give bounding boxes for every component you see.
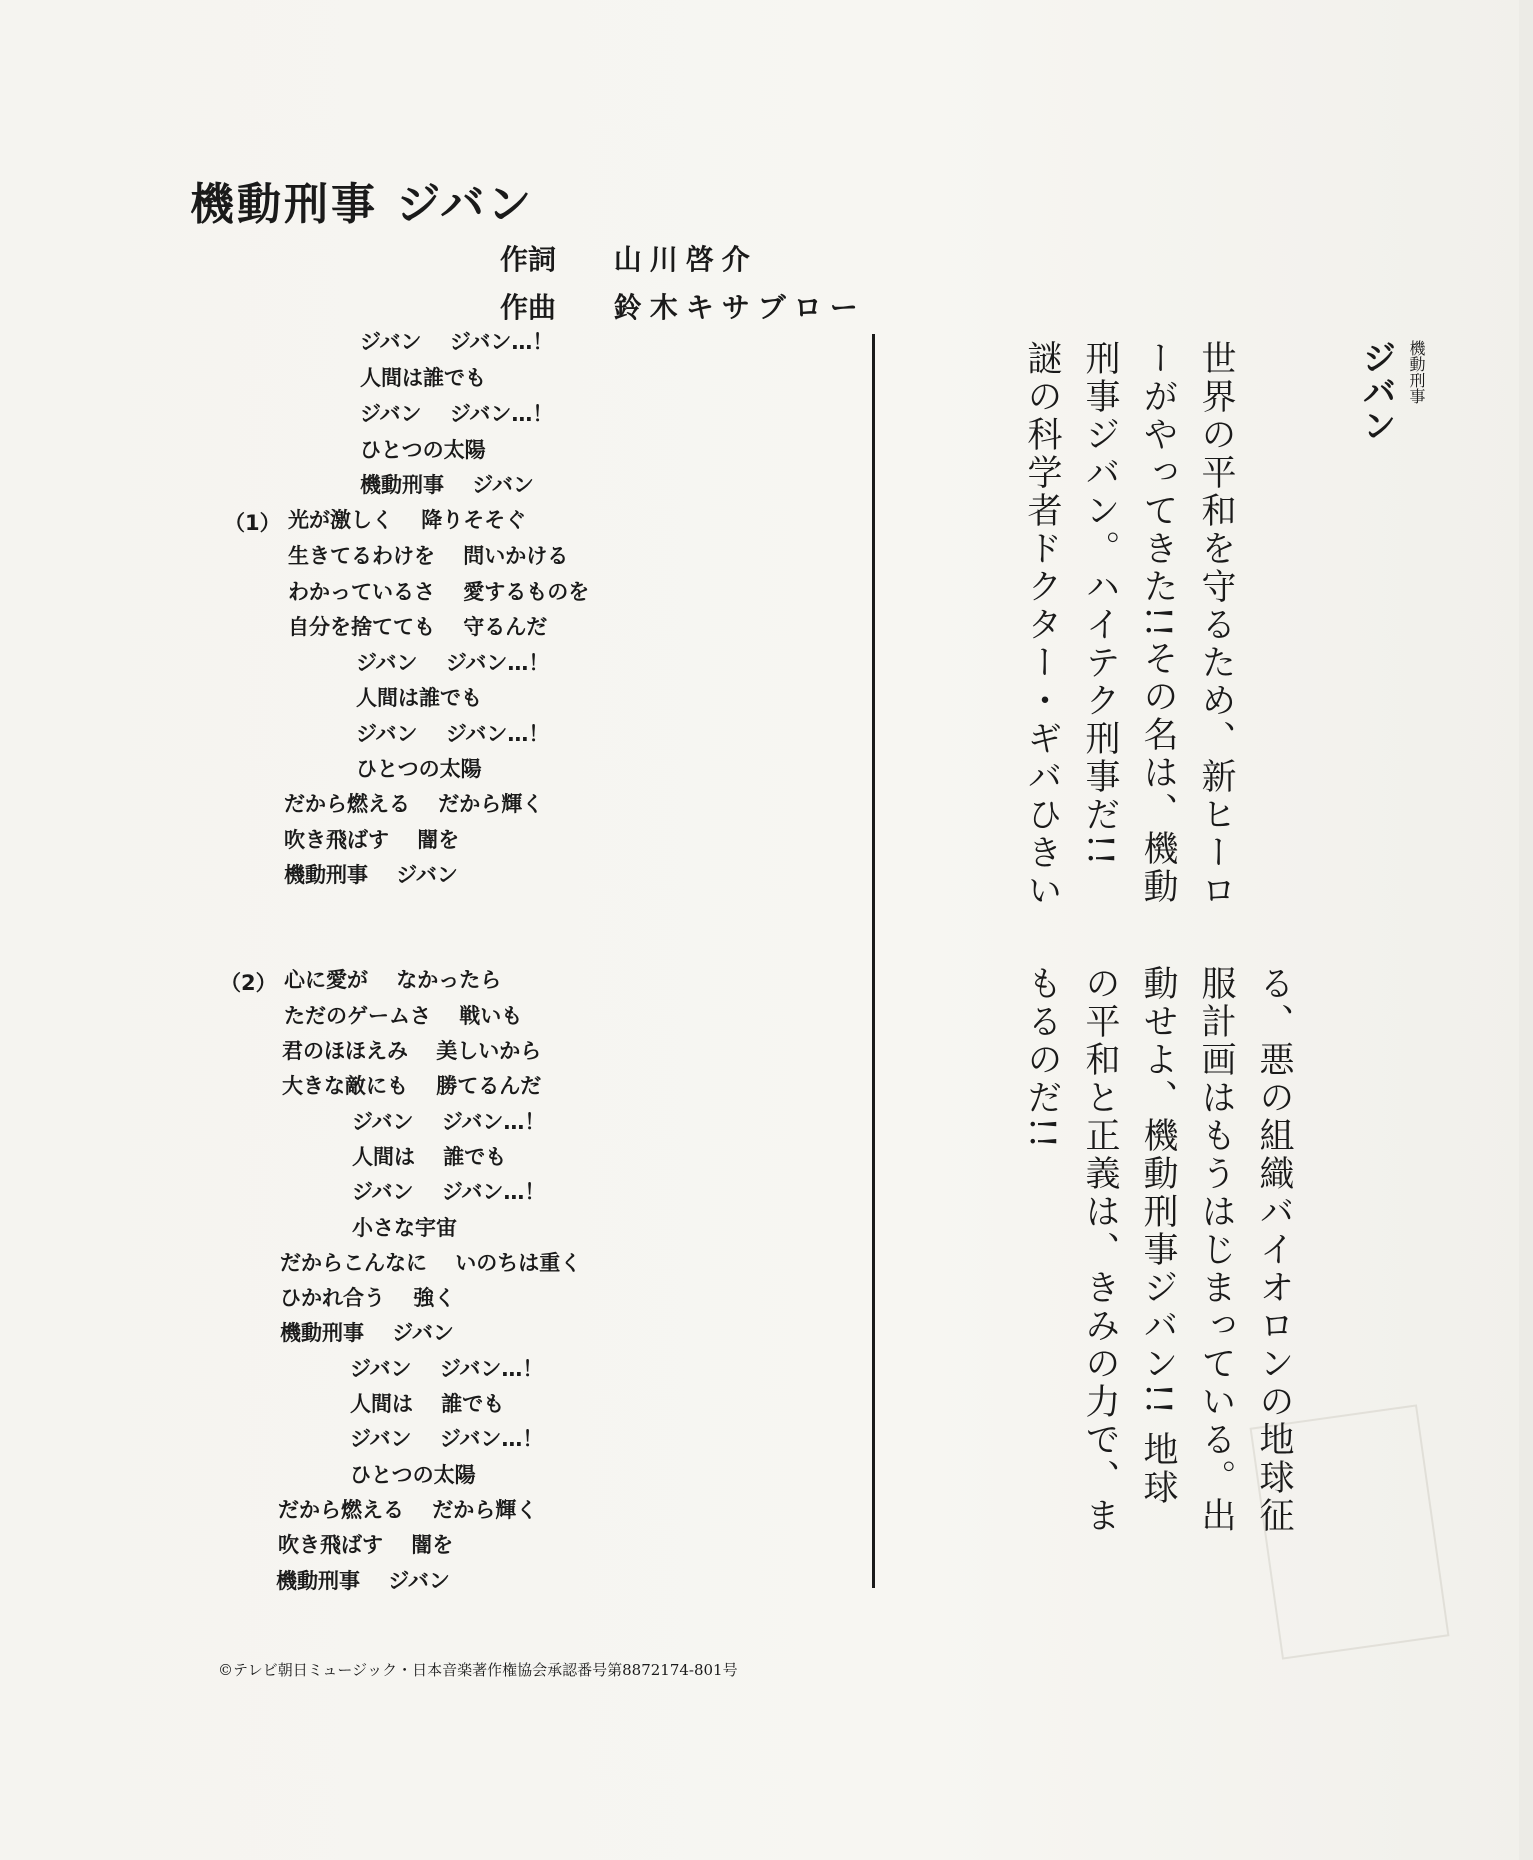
lyric-line: 吹き飛ばす 闇を (278, 1533, 454, 1557)
description-column: ーがやってきた!!その名は、機動 (1138, 340, 1178, 907)
lyric-line: 吹き飛ばす 闇を (284, 828, 460, 852)
lyric-line: 人間は 誰でも (352, 1145, 507, 1169)
side-title-big: ジバン (1356, 340, 1396, 442)
credit-music-name: 鈴木キサブロー (613, 291, 866, 324)
verse-number: （1） (224, 511, 281, 535)
lyric-line: 君のほほえみ 美しいから (282, 1039, 542, 1063)
lyric-line: 心に愛が なかったら (284, 968, 502, 992)
side-title (1352, 340, 1428, 442)
credit-music-role: 作曲 (500, 291, 557, 324)
lyric-line: 生きてるわけを 問いかける (288, 544, 569, 568)
credit-lyrics-name: 山川啓介 (613, 243, 758, 276)
column-divider (872, 334, 875, 1588)
lyric-line: ひとつの太陽 (360, 438, 486, 462)
lyric-line: だから燃える だから輝く (278, 1498, 538, 1522)
lyric-line: 小さな宇宙 (352, 1216, 457, 1240)
lyric-line: ジバン ジバン…！ (360, 402, 554, 426)
lyric-line: ジバン ジバン…！ (352, 1180, 546, 1204)
lyric-line: わかっているさ 愛するものを (288, 580, 590, 604)
copyright-notice: ©テレビ朝日ミュージック・日本音楽著作権協会承認番号第8872174-801号 (218, 1661, 738, 1679)
lyric-line: 機動刑事 ジバン (360, 473, 534, 497)
lyric-line: ジバン ジバン…！ (350, 1427, 544, 1451)
description-column: 世界の平和を守るため、新ヒーロ (1196, 340, 1236, 910)
lyric-line: 自分を捨てても 守るんだ (288, 615, 548, 639)
lyric-line: 人間は誰でも (356, 686, 482, 710)
credit-lyrics-role: 作詞 (500, 243, 557, 276)
verse-number: （2） (220, 971, 277, 995)
description-column: 謎の科学者ドクター・ギバひきい (1022, 340, 1062, 910)
lyric-line: ジバン ジバン…！ (352, 1110, 546, 1134)
lyric-line: 人間は 誰でも (350, 1392, 505, 1416)
lyric-line: 機動刑事 ジバン (276, 1569, 450, 1593)
lyric-line: 機動刑事 ジバン (284, 863, 458, 887)
lyric-line: ただのゲームさ 戦いも (284, 1004, 523, 1028)
lyric-line: ジバン ジバン…！ (350, 1357, 544, 1381)
lyric-line: だから燃える だから輝く (284, 792, 544, 816)
side-title-small: 機動刑事 (1407, 340, 1426, 404)
song-title: 機動刑事 ジバン (190, 179, 535, 230)
credit-lyrics (500, 238, 758, 278)
lyric-line: ジバン ジバン…！ (360, 330, 554, 354)
credit-music (500, 286, 866, 326)
lyric-line: だからこんなに いのちは重く (280, 1251, 582, 1275)
lyric-line: ジバン ジバン…！ (356, 651, 550, 675)
lyric-line: 光が激しく 降りそそぐ (288, 508, 527, 532)
lyric-line: 人間は誰でも (360, 366, 486, 390)
description-column: る、悪の組織バイオロンの地球征 (1254, 965, 1294, 1535)
description-column: もるのだ!! (1022, 965, 1062, 1152)
lyric-line: ひとつの太陽 (350, 1463, 476, 1487)
description-column: 動せよ、機動刑事ジバン!! 地球 (1138, 965, 1178, 1508)
lyric-line: ひかれ合う 強く (280, 1286, 456, 1310)
lyric-line: 大きな敵にも 勝てるんだ (282, 1074, 542, 1098)
paper-edge (1519, 0, 1533, 1860)
description-column: 服計画はもうはじまっている。出 (1196, 965, 1236, 1535)
lyric-line: 機動刑事 ジバン (280, 1321, 454, 1345)
lyric-line: ひとつの太陽 (356, 757, 482, 781)
description-column: の平和と正義は、きみの力で、ま (1080, 965, 1120, 1535)
description-column: 刑事ジバン。ハイテク刑事だ!! (1080, 340, 1120, 869)
lyric-line: ジバン ジバン…！ (356, 722, 550, 746)
